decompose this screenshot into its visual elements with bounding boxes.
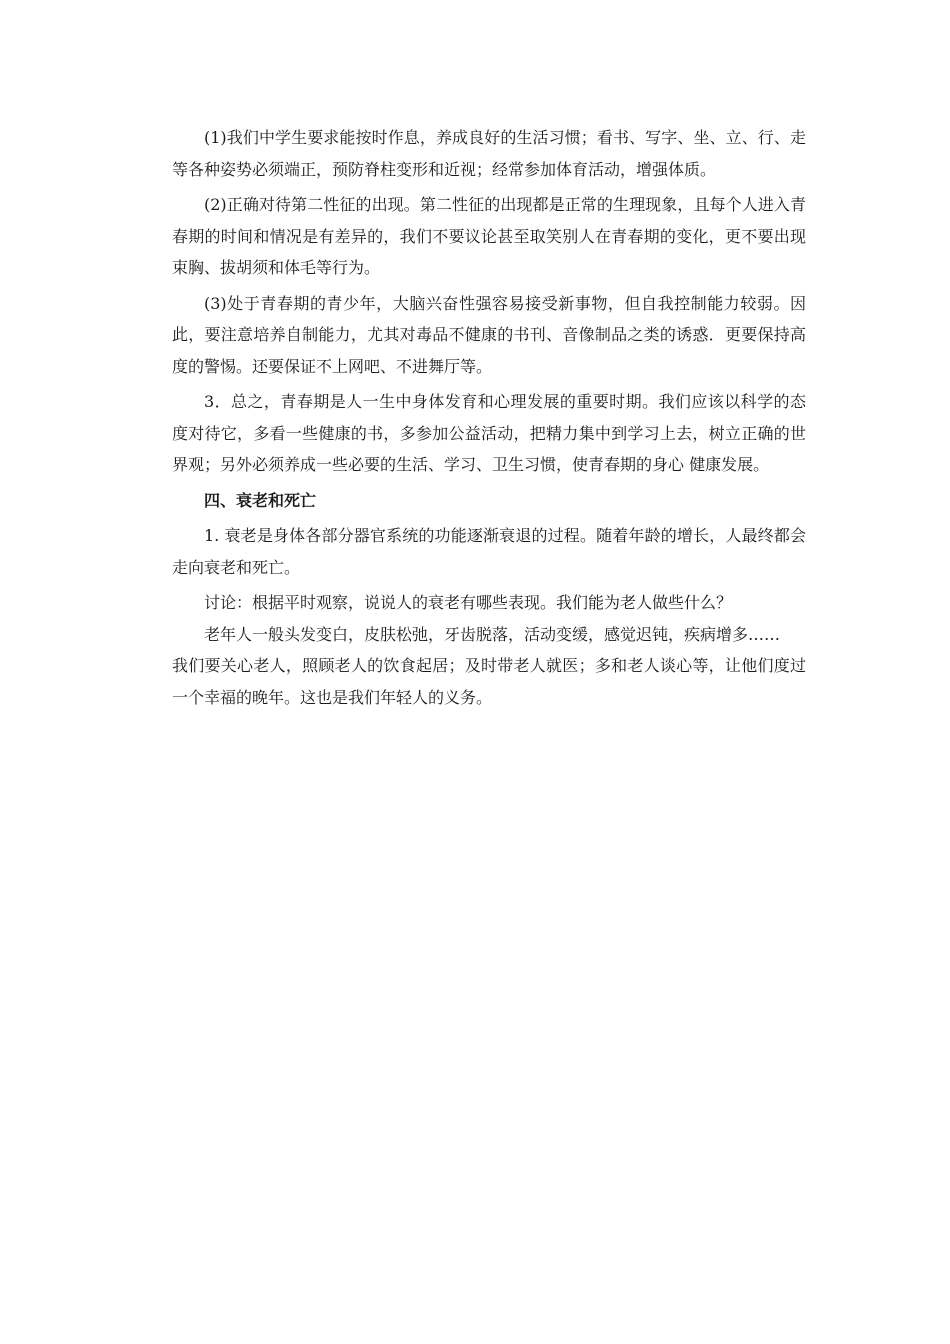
section-heading: 四、衰老和死亡 — [204, 490, 317, 510]
paragraph-summary: 3．总之，青春期是人一生中身体发育和心理发展的重要时期。我们应该以科学的态度对待它，多看一些健康的书，多参加公益活动，把精力集中到学习上去，树立正确的世界观；另外必须养成一些必要的生活、学习、卫生习惯，使青春期的身心 健康发展。 — [172, 392, 806, 474]
paragraph-habits: (1)我们中学生要求能按时作息，养成良好的生活习惯；看书、写字、坐、立、行、走等各种姿势必须端正，预防脊柱变形和近视；经常参加体育活动，增强体质。 — [172, 128, 806, 179]
paragraph-aging-definition: 1. 衰老是身体各部分器官系统的功能逐渐衰退的过程。随着年龄的增长，人最终都会走向衰老和死亡。 — [172, 526, 806, 577]
paragraph-discussion: 讨论：根据平时观察，说说人的衰老有哪些表现。我们能为老人做些什么？ — [204, 593, 733, 612]
paragraph-self-control: (3)处于青春期的青少年，大脑兴奋性强容易接受新事物，但自我控制能力较弱。因此，要注意培养自制能力，尤其对毒品不健康的书刊、音像制品之类的诱惑．更要保持高度的警惕。还要保证不上网吧、不进舞厅等。 — [172, 293, 806, 376]
paragraph-secondary-sex-characteristics: (2)正确对待第二性征的出现。第二性征的出现都是正常的生理现象，且每个人进入青春期的时间和情况是有差异的，我们不要议论甚至取笑别人在青春期的变化，更不要出现束胸、拔胡须和体毛等行为。 — [172, 195, 806, 277]
paragraph-aging-signs: 老年人一般头发变白，皮肤松弛，牙齿脱落，活动变缓，感觉迟钝，疾病增多…… — [204, 624, 781, 644]
document-page — [172, 122, 806, 713]
paragraph-caring-for-elderly: 我们要关心老人，照顾老人的饮食起居；及时带老人就医；多和老人谈心等，让他们度过一个幸福的晚年。这也是我们年轻人的义务。 — [172, 656, 806, 707]
